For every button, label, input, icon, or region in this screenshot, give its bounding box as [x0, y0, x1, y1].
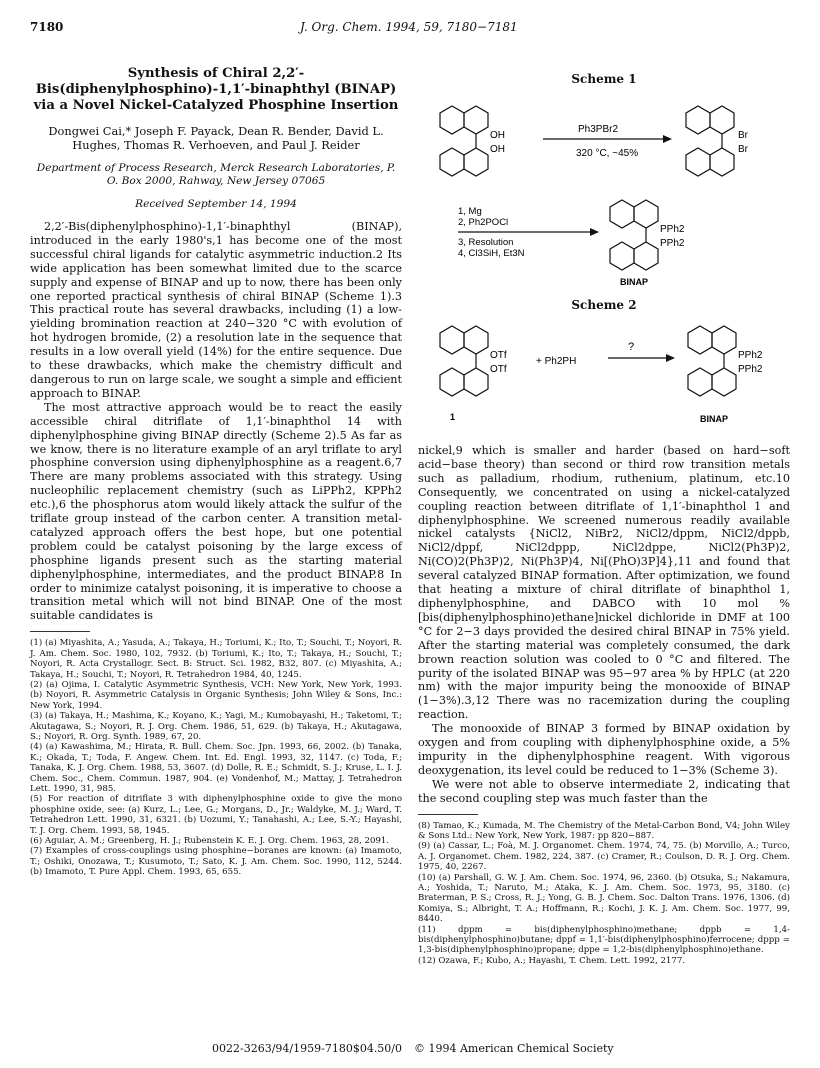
footnote: (10) (a) Parshall, G. W. J. Am. Chem. Soc. 1974, 96, 2360. (b) Otsuka, S.; Nakamura, A.; Yoshida, T.; Naruto, M.; Ataka, K. J. Am. Chem. Soc. 1973, 95, 3180. (c) Braterman, P. S.; Cross, R. J.; Yong, G. B. J. Chem. Soc. Dalton Trans. 1976, 1306. (d) Komiya, S.; Albright, T. A.; Hoffmann, R.; Kochi, J. K. J. Am. Chem. Soc. 1977, 99, 8440.	[418, 872, 790, 925]
arrowhead	[663, 135, 672, 143]
reagent-text: + Ph2PH	[536, 356, 577, 367]
ditriflate-structure	[440, 326, 488, 396]
page-number: 7180	[30, 20, 64, 34]
reagent-text: Ph3PBr2	[578, 124, 619, 135]
left-body-text	[30, 220, 402, 623]
footnote: (8) Tamao, K.; Kumada, M. The Chemistry of the Metal-Carbon Bond, V4; John Wiley & Sons Ltd.: New York, New York, 1987: pp 820−887.	[418, 820, 790, 841]
binap-structure	[688, 326, 736, 396]
dibromide-structure	[686, 106, 734, 176]
binaphthol-structure	[440, 106, 488, 176]
footnote: (9) (a) Cassar, L.; Foà, M. J. Organomet. Chem. 1974, 74, 75. (b) Morvillo, A.; Turco, A. J. Organomet. Chem. 1982, 224, 387. (c) Cramer, R.; Coulson, D. R. J. Org. Chem. 1975, 40, 2267.	[418, 841, 790, 873]
conditions-text: 320 °C, ~45%	[576, 148, 639, 159]
paragraph: We were not able to observe intermediate 2, indicating that the second coupling step was much faster than the	[418, 777, 790, 805]
footnote: (5) For reaction of ditriflate 3 with diphenylphosphine oxide to give the mono phosphine oxide, see: (a) Kurz, L.; Lee, G.; Morgans, D., Jr.; Waldyke, M. J.; Ward, T. Tetrahedron Lett. 1990, 31, 6321. (b) Uozumi, Y.; Tanahashi, A.; Lee, S.-Y.; Hayashi, T. J. Org. Chem. 1993, 58, 1945.	[30, 794, 402, 836]
author-list: Dongwei Cai,* Joseph F. Payack, Dean R. Bender, David L. Hughes, Thomas R. Verhoeven, and Paul J. Reider	[48, 124, 384, 152]
step-text: 2, Ph2POCl	[458, 217, 509, 228]
scheme-2-diagram	[418, 318, 790, 440]
br-label: Br	[738, 130, 748, 141]
right-footnotes	[418, 821, 790, 967]
footnote: (4) (a) Kawashima, M.; Hirata, R. Bull. Chem. Soc. Jpn. 1993, 66, 2002. (b) Tanaka, K.; Okada, T.; Toda, F. Angew. Chem. Int. Ed. Engl. 1993, 32, 1147. (c) Toda, F.; Tanaka, K. J. Org. Chem. 1988, 53, 3607. (d) Dolle, R. E.; Schmidt, S. J.; Kruse, L. I. J. Chem. Soc., Chem. Commun. 1987, 904. (e) Vondenhof, M.; Mattay, J. Tetrahedron Lett. 1990, 31, 985.	[30, 742, 402, 794]
oh-label: OH	[490, 130, 505, 141]
pph2-label: PPh2	[660, 224, 685, 235]
journal-citation: J. Org. Chem. 1994, 59, 7180−7181	[300, 20, 518, 34]
question-mark: ?	[628, 341, 635, 353]
oh-label: OH	[490, 144, 505, 155]
scheme-2-title: Scheme 2	[571, 298, 637, 312]
paragraph: The monooxide of BINAP 3 formed by BINAP oxidation by oxygen and from coupling with diphenylphosphine oxide, a 5% impurity in the diphenylphosphine reagent. With vigorous deoxygenation, its level could be reduced to 1−3% (Scheme 3).	[418, 722, 790, 777]
step-text: 4, Cl3SiH, Et3N	[458, 248, 525, 259]
footnote: (2) (a) Ojima, I. Catalytic Asymmetric Synthesis, VCH: New York, New York, 1993. (b) Noyori, R. Asymmetric Catalysis in Organic Synthesis; John Wiley & Sons, Inc.: New York, 1994.	[30, 679, 402, 711]
footnote-rule	[418, 814, 478, 815]
footnote: (7) Examples of cross-couplings using phosphine−boranes are known: (a) Imamoto, T.; Oshiki, Onozawa, T.; Kusumoto, T.; Sato, K. J. Am. Chem. Soc. 1990, 112, 5244. (b) Imamoto, T. Pure Appl. Chem. 1993, 65, 655.	[30, 846, 402, 878]
left-footnotes	[30, 638, 402, 877]
affiliation: Department of Process Research, Merck Research Laboratories, P. O. Box 2000, Rahway, New Jersey 07065	[36, 162, 396, 187]
arrowhead	[590, 228, 599, 236]
footnote: (6) Aguiar, A. M.; Greenberg, H. J.; Rubenstein K. E. J. Org. Chem. 1963, 28, 2091.	[30, 836, 390, 846]
right-column	[418, 66, 790, 966]
pph2-label: PPh2	[660, 238, 685, 249]
compound-label: 1	[450, 412, 456, 422]
footnote: (3) (a) Takaya, H.; Mashima, K.; Koyano, K.; Yagi, M.; Kumobayashi, H.; Taketomi, T.; Akutagawa, S.; Noyori, R. J. Org. Chem. 1986, 51, 629. (b) Takaya, H.; Akutagawa, S.; Noyori, R. Org. Synth. 1989, 67, 20.	[30, 711, 402, 742]
scheme-1-diagram	[418, 92, 790, 288]
copyright: © 1994 American Chemical Society	[414, 1042, 614, 1055]
left-column	[30, 66, 402, 878]
article-code: 0022-3263/94/1959-7180$04.50/0	[212, 1042, 403, 1055]
scheme-1-title: Scheme 1	[571, 72, 637, 86]
otf-label: OTf	[490, 364, 507, 375]
pph2-label: PPh2	[738, 364, 763, 375]
compound-label: BINAP	[620, 277, 649, 287]
received-date: Received September 14, 1994	[135, 198, 297, 210]
step-text: 3, Resolution	[458, 237, 514, 248]
footnote: (11) dppm = bis(diphenylphosphino)methane; dppb = 1,4-bis(diphenylphosphino)butane; dppf = 1,1′-bis(diphenylphosphino)ferrocene; dppp = 1,3-bis(diphenylphosphino)propane; dppe = 1,2-bis(diphenylphosphino)ethane.	[418, 924, 790, 956]
pph2-label: PPh2	[738, 350, 763, 361]
step-text: 1, Mg	[458, 206, 482, 217]
paragraph: 2,2′-Bis(diphenylphosphino)-1,1′-binaphthyl (BINAP), introduced in the early 1980's,1 has become one of the most successful chiral ligands for catalytic asymmetric induction.2 Its wide application has been somewhat limited due to the scarce supply and expense of BINAP and up to now, there has been only one reported practical synthesis of chiral BINAP (Scheme 1).3 This practical route has several drawbacks, including (1) a low-yielding bromination reaction at 240−320 °C with evolution of hot hydrogen bromide, (2) a resolution late in the sequence that results in a low overall yield (14%) for the entire sequence. Due to these drawbacks, which make the chemistry difficult and dangerous to run on large scale, we sought a simple and efficient approach to BINAP.	[30, 220, 402, 400]
footnote: (1) (a) Miyashita, A.; Yasuda, A.; Takaya, H.; Toriumi, K.; Ito, T.; Souchi, T.; Noyori, R. J. Am. Chem. Soc. 1980, 102, 7932. (b) Toriumi, K.; Ito, T.; Takaya, H.; Souchi, T.; Noyori, R. Acta Crystallogr. Sect. B: Struct. Sci. 1982, B32, 807. (c) Miyashita, A.; Takaya, H.; Souchi, T.; Noyori, R. Tetrahedron 1984, 40, 1245.	[30, 638, 402, 680]
article-title: Synthesis of Chiral 2,2′-Bis(diphenylphosphino)-1,1′-binaphthyl (BINAP) via a Novel Nickel-Catalyzed Phosphine Insertion	[33, 66, 399, 113]
arrowhead	[666, 354, 675, 362]
paragraph: The most attractive approach would be to react the easily accessible chiral ditriflate of 1,1′-binaphthol 14 with diphenylphosphine giving BINAP directly (Scheme 2).5 As far as we know, there is no literature example of an aryl triflate to aryl phosphine conversion using diphenylphosphine as a reagent.6,7 There are many problems associated with this strategy. Using nucleophilic replacement chemistry (such as LiPPh2, KPPh2 etc.),6 the phosphorus atom would likely attack the sulfur of the triflate group instead of the carbon center. A transition metal-catalyzed approach offers the best hope, but one potential problem could be catalyst poisoning by the large excess of phosphine ligands present such as the starting material diphenylphosphine, intermediates, and the product BINAP.8 In order to minimize catalyst poisoning, it is imperative to choose a transition metal which will not bind BINAP. One of the most suitable candidates is	[30, 400, 402, 623]
compound-label: BINAP	[700, 414, 729, 424]
br-label: Br	[738, 144, 748, 155]
footnote-rule	[30, 631, 90, 632]
paragraph: nickel,9 which is smaller and harder (based on hard−soft acid−base theory) than second or third row transition metals such as palladium, rhodium, ruthenium, platinum, etc.10 Consequently, we concentrated on using a nickel-catalyzed coupling reaction between ditriflate of 1,1′-binaphthol 1 and diphenylphosphine. We screened numerous readily available nickel catalysts {NiCl2, NiBr2, NiCl2/dppm, NiCl2/dppb, NiCl2/dppf, NiCl2dppp, NiCl2dppe, NiCl2(Ph3P)2, Ni(CO)2(Ph3P)2, Ni(Ph3P)4, Ni[(PhO)3P]4},11 and found that several catalyzed BINAP formation. After optimization, we found that heating a mixture of chiral ditriflate of binaphthol 1, diphenylphosphine, and DABCO with 10 mol % [bis(diphenylphosphino)ethane]nickel dichloride in DMF at 100 °C for 2−3 days provided the desired chiral BINAP in 75% yield. After the starting material was completely consumed, the dark brown reaction solution was cooled to 0 °C and filtered. The purity of the isolated BINAP was 95−97 area % by HPLC (at 220 nm) with the major impurity being the monooxide of BINAP (1−3%).3,12 There was no racemization during the coupling reaction.	[418, 444, 790, 722]
binap-structure	[610, 200, 658, 270]
right-body-text	[418, 444, 790, 806]
otf-label: OTf	[490, 350, 507, 361]
running-header	[0, 20, 820, 36]
footnote: (12) Ozawa, F.; Kubo, A.; Hayashi, T. Chem. Lett. 1992, 2177.	[418, 955, 686, 966]
